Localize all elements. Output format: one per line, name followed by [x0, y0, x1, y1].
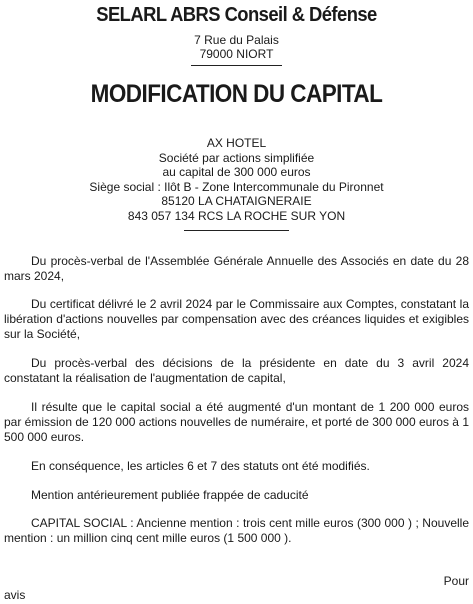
company-name: AX HOTEL: [206, 136, 267, 150]
notice-title: MODIFICATION DU CAPITAL: [90, 80, 383, 108]
paragraph-general-assembly: Du procès-verbal de l'Assemblée Générale Annuelle des Associés en date du 28 mars 2024,: [4, 254, 469, 283]
footer-pour: Pour: [443, 574, 469, 588]
paragraph-capital-increase: Il résulte que le capital social a été augmenté d'un montant de 1 200 000 euros par émission de 120 000 actions nouvelles de numéraire, et porté de 300 000 euros à 1 500 000 euros.: [4, 400, 469, 444]
firm-address-city: 79000 NIORT: [199, 47, 274, 61]
paragraph-prior-mention: Mention antérieurement publiée frappée de caducité: [31, 488, 309, 502]
paragraph-capital-mention: CAPITAL SOCIAL : Ancienne mention : trois cent mille euros (300 000 ) ; Nouvelle mention : un million cinq cent mille euros (1 500 000 ).: [4, 516, 469, 545]
firm-address-street: 7 Rue du Palais: [194, 33, 279, 47]
company-registration: 843 057 134 RCS LA ROCHE SUR YON: [127, 208, 346, 223]
firm-name: SELARL ABRS Conseil & Défense: [96, 4, 377, 26]
company-block: [0, 136, 473, 224]
company-registered-office: Siège social : Ilôt B - Zone Intercommunale du Pironnet: [89, 179, 384, 194]
company-postcode-city: 85120 LA CHATAIGNERAIE: [161, 194, 312, 209]
company-divider: [184, 230, 289, 231]
company-capital: au capital de 300 000 euros: [162, 165, 311, 180]
paragraph-auditor-certificate: Du certificat délivré le 2 avril 2024 par le Commissaire aux Comptes, constatant la libération d'actions nouvelles par compensation avec des créances liquides et exigibles sur la Société,: [4, 297, 469, 341]
paragraph-president-decisions: Du procès-verbal des décisions de la présidente en date du 3 avril 2024 constatant la réalisation de l'augmentation de capital,: [4, 356, 469, 385]
company-legal-form: Société par actions simplifiée: [158, 150, 315, 165]
header-divider: [191, 65, 282, 66]
footer-avis: avis: [4, 588, 26, 602]
paragraph-articles-modified: En conséquence, les articles 6 et 7 des statuts ont été modifiés.: [31, 459, 370, 473]
